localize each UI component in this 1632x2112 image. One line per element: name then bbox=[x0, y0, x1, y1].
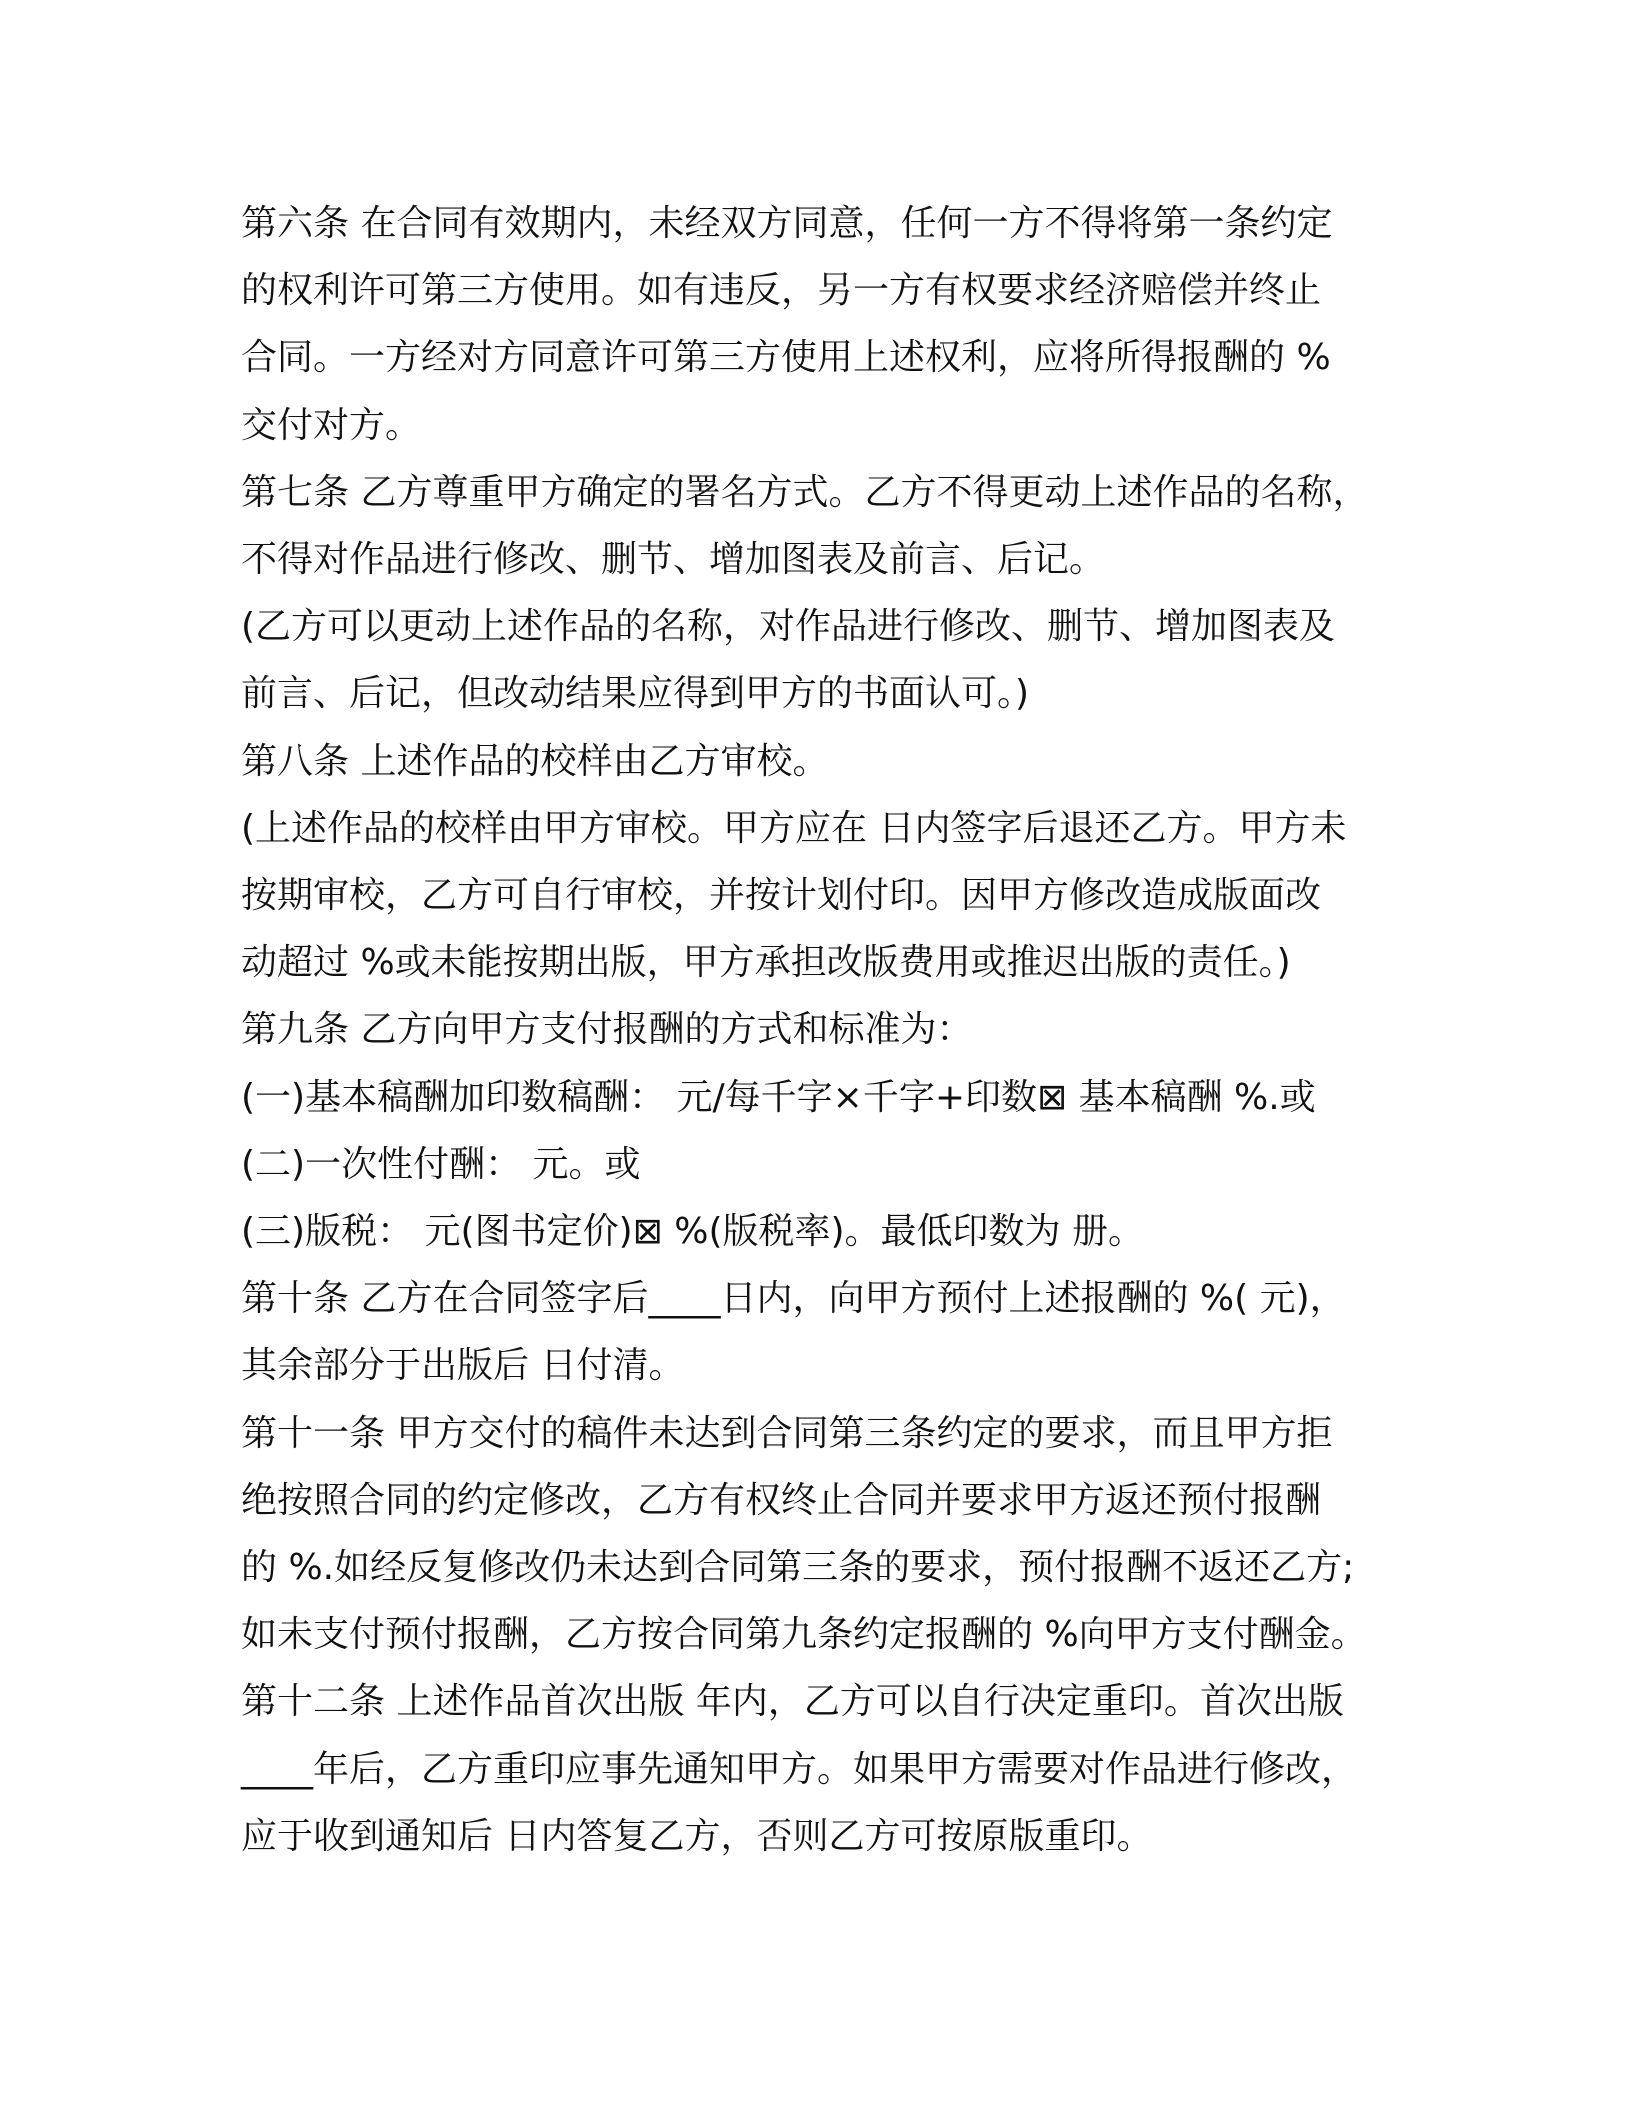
text-line: (一)基本稿酬加印数稿酬： 元/每千字×千字+印数⊠ 基本稿酬 %.或 bbox=[241, 1076, 1316, 1118]
text-line: 如未支付预付报酬，乙方按合同第九条约定报酬的 %向甲方支付酬金。 bbox=[241, 1614, 1367, 1656]
text-line: 合同。一方经对方同意许可第三方使用上述权利，应将所得报酬的 % bbox=[241, 337, 1331, 379]
text-line: 不得对作品进行修改、删节、增加图表及前言、后记。 bbox=[241, 539, 1106, 581]
text-line: 其余部分于出版后 日付清。 bbox=[241, 1345, 685, 1387]
text-line: 交付对方。 bbox=[241, 404, 422, 446]
text-line: (二)一次性付酬： 元。或 bbox=[241, 1143, 641, 1185]
text-line: 前言、后记，但改动结果应得到甲方的书面认可。) bbox=[241, 673, 1030, 715]
contract-text bbox=[241, 190, 1391, 1870]
text-line: 第六条 在合同有效期内，未经双方同意，任何一方不得将第一条约定 bbox=[241, 203, 1333, 244]
text-line: ____年后，乙方重印应事先通知甲方。如果甲方需要对作品进行修改， bbox=[241, 1748, 1358, 1790]
text-line: 第十一条 甲方交付的稿件未达到合同第三条约定的要求，而且甲方拒 bbox=[241, 1412, 1333, 1454]
text-line: (乙方可以更动上述作品的名称，对作品进行修改、删节、增加图表及 bbox=[241, 606, 1336, 648]
text-line: 按期审校，乙方可自行审校，并按计划付印。因甲方修改造成版面改 bbox=[241, 875, 1322, 917]
text-line: 的 %.如经反复修改仍未达到合同第三条的要求，预付报酬不返还乙方; bbox=[241, 1547, 1355, 1589]
text-line: 第九条 乙方向甲方支付报酬的方式和标准为： bbox=[241, 1009, 973, 1051]
text-line: 第十条 乙方在合同签字后____日内，向甲方预付上述报酬的 %( 元)， bbox=[241, 1278, 1346, 1320]
text-line: 绝按照合同的约定修改，乙方有权终止合同并要求甲方返还预付报酬 bbox=[241, 1479, 1322, 1521]
text-line: 第十二条 上述作品首次出版 年内，乙方可以自行决定重印。首次出版 bbox=[241, 1681, 1344, 1723]
text-line: 动超过 %或未能按期出版，甲方承担改版费用或推迟出版的责任。) bbox=[241, 942, 1291, 984]
text-line: 的权利许可第三方使用。如有违反，另一方有权要求经济赔偿并终止 bbox=[241, 270, 1322, 312]
text-line: 应于收到通知后 日内答复乙方，否则乙方可按原版重印。 bbox=[241, 1815, 1153, 1857]
text-line: 第八条 上述作品的校样由乙方审校。 bbox=[241, 740, 829, 782]
text-line: (上述作品的校样由甲方审校。甲方应在 日内签字后退还乙方。甲方未 bbox=[241, 807, 1347, 849]
text-line: (三)版税： 元(图书定价)⊠ %(版税率)。最低印数为 册。 bbox=[241, 1211, 1144, 1253]
text-line: 第七条 乙方尊重甲方确定的署名方式。乙方不得更动上述作品的名称， bbox=[241, 471, 1369, 513]
